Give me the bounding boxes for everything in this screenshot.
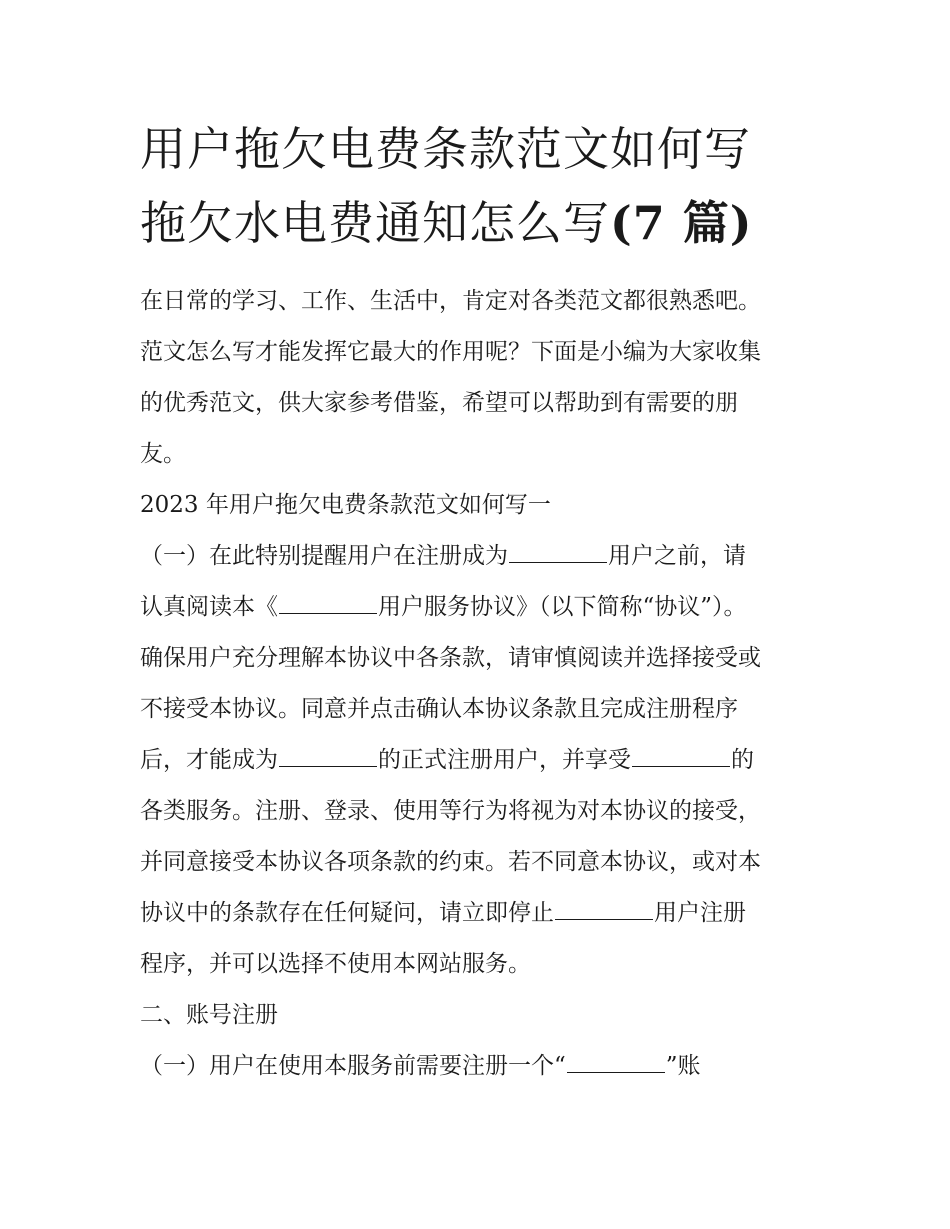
body-text: 的 — [731, 747, 754, 773]
document-body — [140, 480, 820, 1092]
fill-blank — [509, 540, 607, 563]
fill-blank — [555, 897, 653, 920]
body-line: 各类服务。注册、登录、使用等行为将视为对本协议的接受， — [140, 798, 761, 824]
title-line-1: 用户拖欠电费条款范文如何写 — [140, 122, 751, 176]
fill-blank — [632, 744, 730, 767]
intro-line: 友。 — [140, 441, 186, 467]
body-line: 确保用户充分理解本协议中各条款，请审慎阅读并选择接受或 — [140, 645, 761, 671]
body-line — [140, 735, 820, 786]
body-text: 的正式注册用户，并享受 — [378, 747, 631, 773]
title-line-2-text: 拖欠水电费通知怎么写 — [140, 196, 610, 250]
body-text: 用户服务协议》（以下简称“协议”）。 — [378, 594, 747, 620]
subsection-heading: 二、账号注册 — [140, 1002, 278, 1028]
body-line — [140, 582, 820, 633]
fill-blank — [279, 591, 377, 614]
intro-line: 范文怎么写才能发挥它最大的作用呢？下面是小编为大家收集 — [140, 339, 761, 365]
body-text: 用户之前，请 — [608, 543, 746, 569]
body-line — [140, 888, 820, 939]
intro-line: 在日常的学习、工作、生活中，肯定对各类范文都很熟悉吧。 — [140, 288, 761, 314]
intro-line: 的优秀范文，供大家参考借鉴，希望可以帮助到有需要的朋 — [140, 390, 738, 416]
body-line — [140, 531, 820, 582]
body-line: 不接受本协议。同意并点击确认本协议条款且完成注册程序 — [140, 696, 738, 722]
document-title — [140, 112, 820, 260]
fill-blank — [567, 1050, 665, 1073]
body-line — [140, 1041, 820, 1092]
body-text: （一）用户在使用本服务前需要注册一个“ — [140, 1053, 566, 1079]
body-text: ”账 — [665, 1053, 701, 1079]
body-text: 认真阅读本《 — [140, 594, 278, 620]
body-text: 后，才能成为 — [140, 747, 278, 773]
body-text: （一）在此特别提醒用户在注册成为 — [140, 543, 508, 569]
section-heading: 2023 年用户拖欠电费条款范文如何写一 — [140, 492, 551, 518]
body-line: 并同意接受本协议各项条款的约束。若不同意本协议，或对本 — [140, 849, 761, 875]
title-count: (7 篇) — [610, 196, 753, 250]
body-text: 用户注册 — [654, 900, 746, 926]
fill-blank — [279, 744, 377, 767]
body-text: 协议中的条款存在任何疑问，请立即停止 — [140, 900, 554, 926]
document-page — [140, 112, 820, 1092]
intro-paragraph — [140, 276, 820, 480]
title-line-2 — [140, 186, 820, 260]
body-line: 程序，并可以选择不使用本网站服务。 — [140, 951, 531, 977]
